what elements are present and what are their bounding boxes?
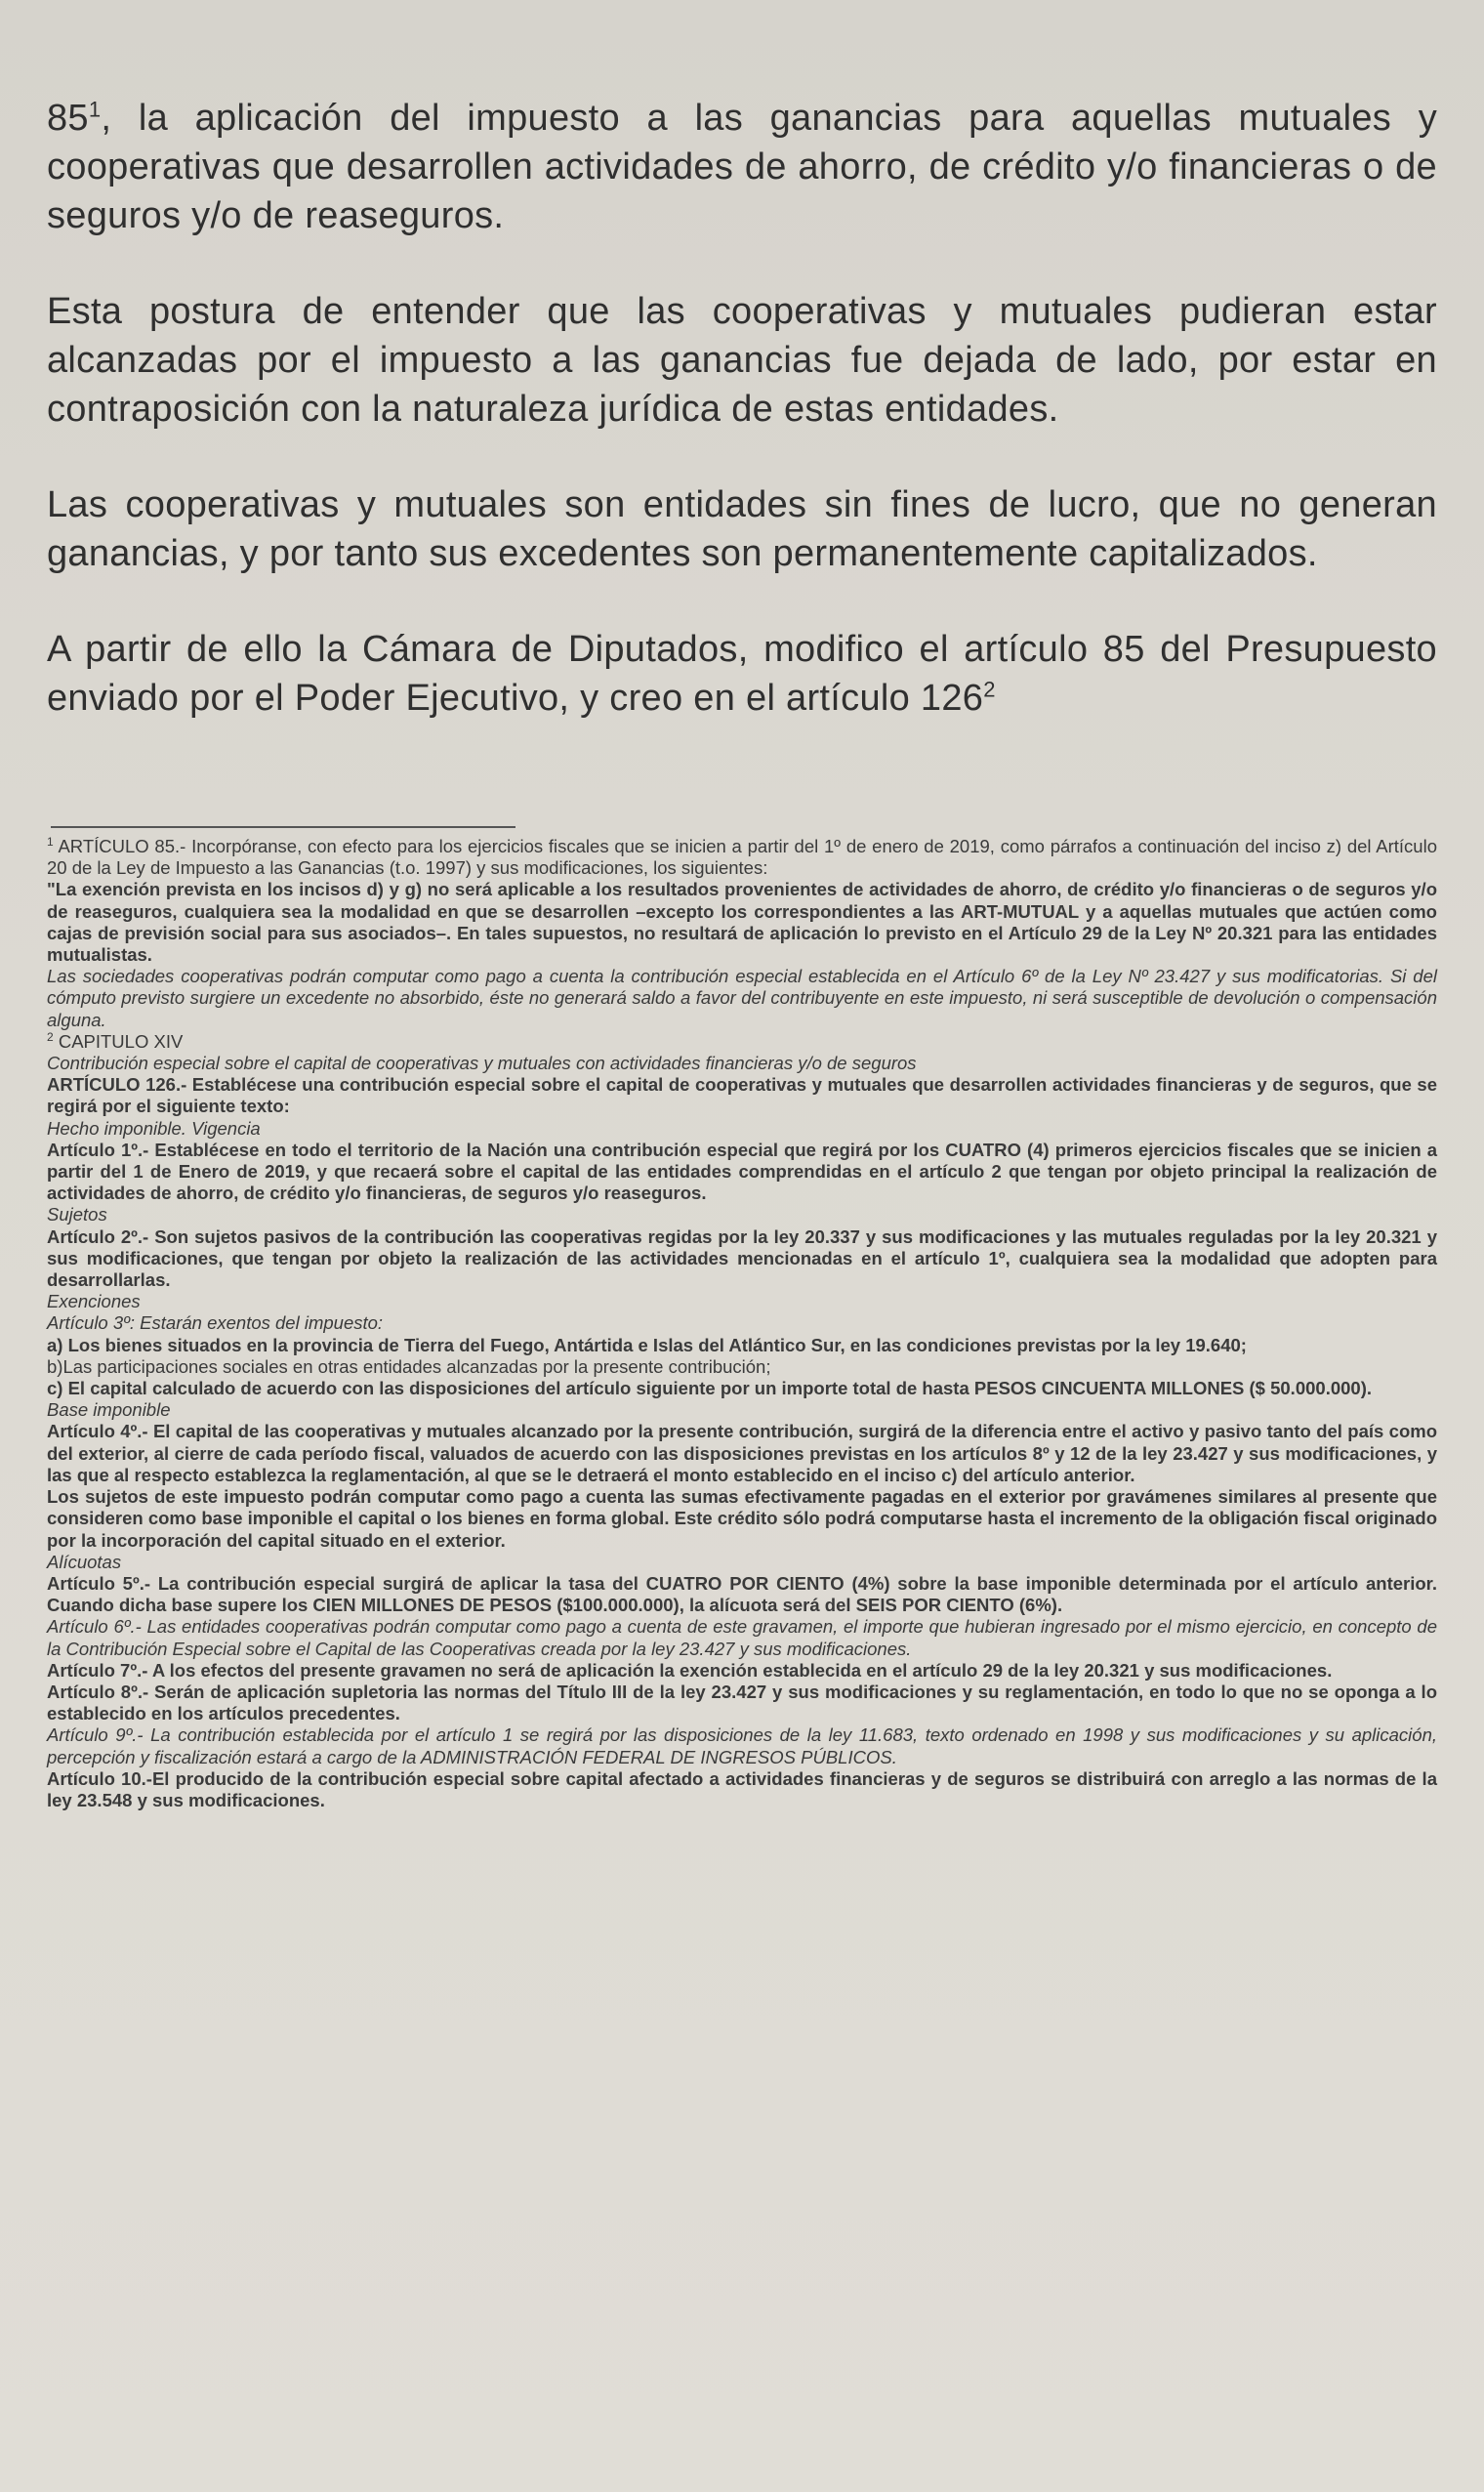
- article-6: Artículo 6º.- Las entidades cooperativas podrán computar como pago a cuenta de este gravamen, el importe que hubieran ingresado por el mismo ejercicio, en concepto de la Contribución Especial sobre el Capital de las Cooperativas creada por la ley 23.427 y sus modificaciones.: [47, 1616, 1437, 1659]
- article-10: Artículo 10.-El producido de la contribución especial sobre capital afectado a actividades financieras y de seguros se distribuirá con arreglo a las normas de la ley 23.548 y sus modificaciones.: [47, 1767, 1437, 1810]
- footnote-separator: [51, 826, 515, 828]
- article-3-a: a) Los bienes situados en la provincia de Tierra del Fuego, Antártida e Islas del Atlántico Sur, en las condiciones previstas por la ley 19.640;: [47, 1334, 1247, 1355]
- heading-sujetos: Sujetos: [47, 1204, 107, 1225]
- p1-start: 85: [47, 98, 89, 139]
- article-3-b: b)Las participaciones sociales en otras entidades alcanzadas por la presente contribución;: [47, 1355, 771, 1377]
- article-7: Artículo 7º.- A los efectos del presente gravamen no será de aplicación la exención establecida en el artículo 29 de la ley 20.321 y sus modificaciones.: [47, 1659, 1333, 1681]
- paragraph-4: [47, 625, 1437, 723]
- paragraph-3: Las cooperativas y mutuales son entidades sin fines de lucro, que no generan ganancias, y por tanto sus excedentes son permanentemente capitalizados.: [47, 484, 1437, 574]
- heading-base-imponible: Base imponible: [47, 1399, 171, 1421]
- heading-exenciones: Exenciones: [47, 1291, 141, 1312]
- article-8: Artículo 8º.- Serán de aplicación supletoria las normas del Título III de la ley 23.427 y sus modificaciones y su reglamentación, en todo lo que no se oponga a lo establecido en los artículos precedentes.: [47, 1681, 1437, 1724]
- paragraph-2: Esta postura de entender que las cooperativas y mutuales pudieran estar alcanzadas por el impuesto a las ganancias fue dejada de lado, por estar en contraposición con la naturaleza jurídica de estas entidades.: [47, 291, 1437, 430]
- footnote-ref-2: 2: [983, 677, 996, 702]
- footnotes: [47, 836, 1437, 1811]
- paragraph-1: [47, 94, 1437, 240]
- article-2: Artículo 2º.- Son sujetos pasivos de la contribución las cooperativas regidas por la ley 20.337 y sus modificaciones y las mutuales reguladas por la ley 20.321 y sus modificaciones, que tengan por objeto la realización de las actividades mencionadas en el artículo 1º, cualquiera sea la modalidad que adopten para desarrollarlas.: [47, 1225, 1437, 1291]
- footnote-1-intro: [47, 836, 1437, 879]
- footnote-2-chapter: [47, 1031, 1437, 1053]
- footnote-1-text: ARTÍCULO 85.- Incorpóranse, con efecto para los ejercicios fiscales que se inicien a partir del 1º de enero de 2019, como párrafos a continuación del inciso z) del Artículo 20 de la Ley de Impuesto a las Ganancias (t.o. 1997) y sus modificaciones, los siguientes:: [47, 836, 1437, 879]
- footnote-2-mark: 2: [47, 1029, 54, 1044]
- article-126: ARTÍCULO 126.- Establécese una contribución especial sobre el capital de cooperativas y mutuales que desarrollen actividades financieras y de seguros, que se regirá por el siguiente texto:: [47, 1074, 1437, 1117]
- article-4: Artículo 4º.- El capital de las cooperativas y mutuales alcanzado por la presente contribución, surgirá de la diferencia entre el activo y pasivo tanto del país como del exterior, al cierre de cada período fiscal, valuados de acuerdo con las disposiciones previstas en los artículos 8º y 12 de la ley 23.427 y sus modificaciones, y las que al respecto establezca la reglamentación, al que se le detraerá el monto establecido en el inciso c) del artículo anterior.: [47, 1421, 1437, 1485]
- article-3-c: c) El capital calculado de acuerdo con las disposiciones del artículo siguiente por un importe total de hasta PESOS CINCUENTA MILLONES ($ 50.000.000).: [47, 1378, 1372, 1399]
- article-5: Artículo 5º.- La contribución especial surgirá de aplicar la tasa del CUATRO POR CIENTO (4%) sobre la base imponible determinada por el artículo anterior. Cuando dicha base supere los CIEN MILLONES DE PESOS ($100.000.000), la alícuota será del SEIS POR CIENTO (6%).: [47, 1572, 1437, 1616]
- footnote-ref-1: 1: [88, 97, 102, 122]
- heading-hecho-imponible: Hecho imponible. Vigencia: [47, 1117, 261, 1139]
- main-body-text: [47, 94, 1437, 769]
- article-9: Artículo 9º.- La contribución establecida por el artículo 1 se regirá por las disposiciones de la ley 11.683, texto ordenado en 1998 y sus modificaciones y su aplicación, percepción y fiscalización estará a cargo de la ADMINISTRACIÓN FEDERAL DE INGRESOS PÚBLICOS.: [47, 1724, 1437, 1767]
- chapter-title: Contribución especial sobre el capital de cooperativas y mutuales con actividades financieras y/o de seguros: [47, 1053, 917, 1074]
- p1-rest: , la aplicación del impuesto a las ganancias para aquellas mutuales y cooperativas que desarrollen actividades de ahorro, de crédito y/o financieras o de seguros y/o de reaseguros.: [47, 98, 1437, 236]
- heading-alicuotas: Alícuotas: [47, 1551, 122, 1572]
- article-3: Artículo 3º: Estarán exentos del impuesto:: [47, 1312, 384, 1334]
- footnote-1-quote: "La exención prevista en los incisos d) y g) no será aplicable a los resultados provenientes de actividades de ahorro, de crédito y/o financieras o de seguros y/o de reaseguros, cualquiera sea la modalidad en que se desarrollen –excepto los correspondientes a las ART-MUTUAL y a aquellas mutuales que actúen como cajas de previsión social para sus asociados–. En tales supuestos, no resultará de aplicación lo previsto en el Artículo 29 de la Ley Nº 20.321 para las entidades mutualistas.: [47, 879, 1437, 966]
- footnote-1-mark: 1: [47, 834, 54, 849]
- article-1: Artículo 1º.- Establécese en todo el territorio de la Nación una contribución especial que regirá por los CUATRO (4) primeros ejercicios fiscales que se inicien a partir del 1 de Enero de 2019, y que recaerá sobre el capital de las entidades comprendidas en el artículo 2 que tengan por objeto principal la realización de actividades de ahorro, de crédito y/o financieras, de seguros y/o reaseguros.: [47, 1139, 1437, 1204]
- p4-text: A partir de ello la Cámara de Diputados, modifico el artículo 85 del Presupuesto enviado por el Poder Ejecutivo, y creo en el artículo 126: [47, 629, 1437, 719]
- chapter-heading: CAPITULO XIV: [58, 1030, 184, 1052]
- footnote-1-cooperatives: Las sociedades cooperativas podrán computar como pago a cuenta la contribución especial establecida en el Artículo 6º de la Ley Nº 23.427 y sus modificatorias. Si del cómputo previsto surgiere un excedente no absorbido, éste no generará saldo a favor del contribuyente en este impuesto, ni será susceptible de devolución o compensación alguna.: [47, 966, 1437, 1030]
- article-4-b: Los sujetos de este impuesto podrán computar como pago a cuenta las sumas efectivamente pagadas en el exterior por gravámenes similares al presente que consideren como base imponible el capital o los bienes en forma global. Este crédito sólo podrá computarse hasta el incremento de la obligación fiscal originado por la incorporación del capital situado en el exterior.: [47, 1486, 1437, 1551]
